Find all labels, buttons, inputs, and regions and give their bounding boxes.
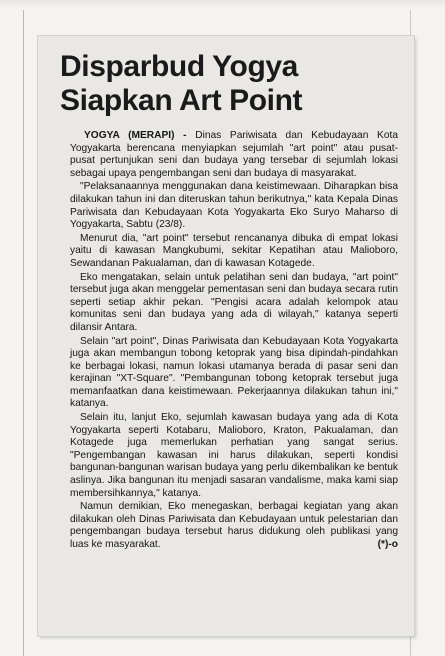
article-body [52, 130, 404, 552]
article-paragraph-6: Selain itu, lanjut Eko, sejumlah kawasan budaya yang ada di Kota Yogyakarta seperti Kotabaru, Malioboro, Kraton, Pakualaman, dan Kotagede juga memerlukan perhatian yang sangat serius. "Pengembangan kawasan ini harus dilakukan, seperti kondisi bangunan-bangunan warisan budaya yang perlu dikembalikan ke bentuk aslinya. Jika bangunan itu menjadi sasaran vandalisme, maka kami siap membersihkannya," katanya. [70, 412, 398, 499]
dateline: YOGYA (MERAPI) - [84, 130, 187, 141]
scan-top-edge [0, 0, 445, 8]
headline-line-1: Disparbud Yogya [60, 50, 298, 83]
headline [60, 50, 404, 118]
headline-line-2: Siapkan Art Point [60, 84, 303, 117]
article-paragraph-4: Eko mengatakan, selain untuk pelatihan seni dan budaya, "art point" tersebut juga akan menggelar pementasan seni dan budaya secara rutin seperti setiap akhir pekan. "Pengisi acara adalah kelompok atau komunitas seni dan budaya yang ada di wilayah," katanya seperti dilansir Antara. [70, 271, 398, 333]
scan-left-rule [23, 10, 24, 656]
paragraph-text: Dinas Pariwisata dan Kebudayaan Kota Yogyakarta berencana menyiapkan sejumlah "art point" atau pusat-pusat pertunjukan seni dan budaya yang tersebar di sejumlah lokasi sebagai upaya pengembangan seni dan budaya di masyarakat. [70, 130, 398, 179]
article-paragraph-1 [70, 130, 398, 180]
article-paragraph-7 [70, 501, 398, 551]
article-paragraph-3: Menurut dia, "art point" tersebut rencananya dibuka di empat lokasi yaitu di kawasan Mangkubumi, sekitar Kepatihan atau Malioboro, Sewandanan Pakualaman, dan di kawasan Kotagede. [70, 232, 398, 269]
article-paragraph-5: Selain "art point", Dinas Pariwisata dan Kebudayaan Kota Yogyakarta juga akan membangun tobong ketoprak yang bisa dipindah-pindahkan ke berbagai lokasi, namun lokasi utamanya berada di pasar seni dan kerajinan "XT-Square". "Pembangunan tobong ketoprak tersebut juga memanfaatkan dana keistimewaan. Pekerjaannya dilakukan tahun ini," katanya. [70, 335, 398, 410]
signoff: (*)-o [377, 539, 398, 550]
article-paragraph-2: "Pelaksanaannya menggunakan dana keistimewaan. Diharapkan bisa dilakukan tahun ini dan diteruskan tahun berikutnya," kata Kepala Dinas Pariwisata dan Kebudayaan Kota Yogyakarta Eko Suryo Maharso di Yogyakarta, Sabtu (23/8). [70, 181, 398, 231]
paragraph-text: Namun demikian, Eko menegaskan, berbagai kegiatan yang akan dilakukan oleh Dinas Pariwisata dan Kebudayaan untuk pelestarian dan pengembangan budaya tersebut harus didukung oleh publikasi yang luas ke masyarakat. [70, 501, 398, 550]
newspaper-clipping [38, 36, 414, 636]
